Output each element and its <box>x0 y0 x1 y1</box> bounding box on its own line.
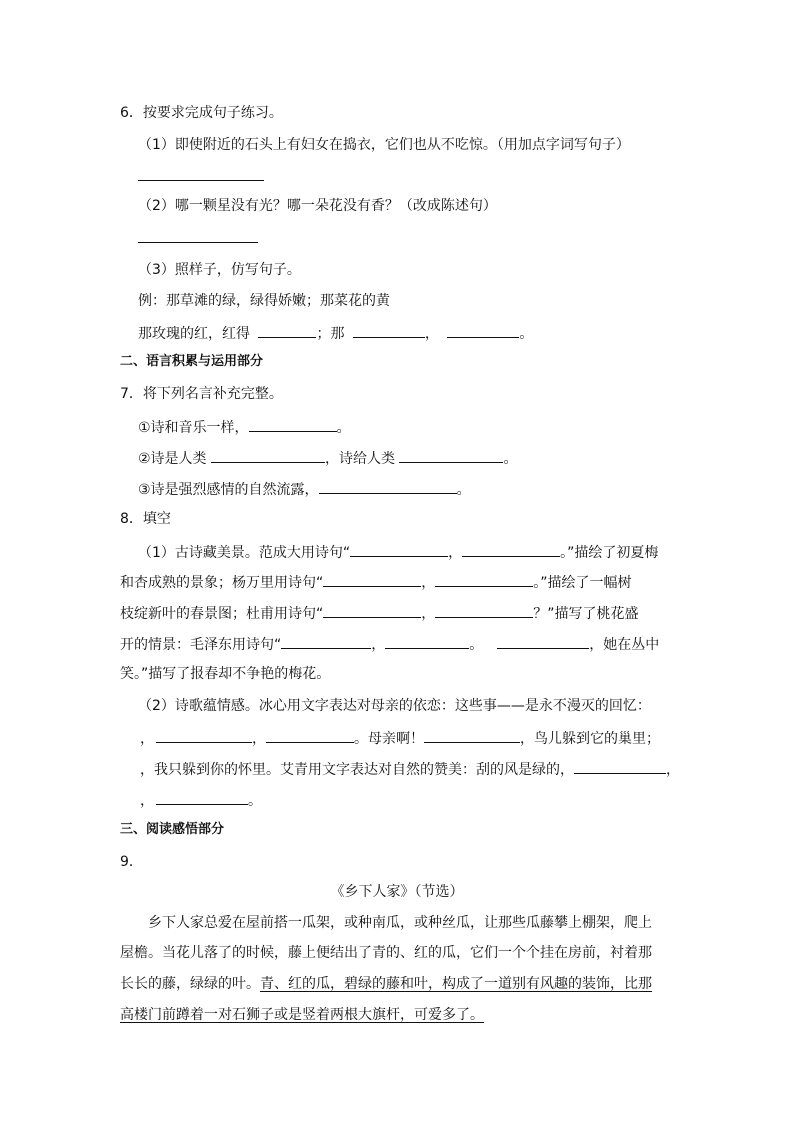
q8-l2-text-b: ， <box>421 575 436 591</box>
q7-item3 <box>138 478 471 500</box>
q8-l9-text-a: ， <box>140 793 154 809</box>
q9-passage-line3 <box>120 974 652 994</box>
q7-item3-end: 。 <box>456 482 471 498</box>
q8-blank-14[interactable] <box>156 789 248 805</box>
q9-underlined-sentence-part2: 高楼门前蹲着一对石狮子或是竖着两根大旗杆，可爱多了。 <box>120 1007 484 1023</box>
q9-number: 9． <box>120 854 143 870</box>
q8-l3-text-b: ， <box>421 606 436 622</box>
q8-l4-text-a: 开的情景：毛泽东用诗句“ <box>120 637 282 653</box>
q6-task <box>138 322 533 344</box>
q6-answer2-line[interactable] <box>138 242 258 243</box>
q6-task-text-b: ；那 <box>316 326 345 342</box>
q8-l4-text-b: ， <box>371 637 386 653</box>
q8-blank-8[interactable] <box>385 633 469 649</box>
q8-line5: 笑。”描写了报春却不争艳的梅花。 <box>120 666 331 682</box>
q8-blank-5[interactable] <box>323 602 421 618</box>
q8-blank-13[interactable] <box>574 758 666 774</box>
q8-title: 8．填空 <box>120 511 171 527</box>
q8-blank-4[interactable] <box>435 571 533 587</box>
q8-l1-text-b: ， <box>448 545 463 561</box>
q8-l1-text-c: 。”描绘了初夏梅 <box>560 545 659 561</box>
q8-line8 <box>140 758 680 780</box>
q8-line2 <box>120 571 632 593</box>
q8-blank-1[interactable] <box>350 541 448 557</box>
q8-line3 <box>120 602 639 624</box>
q7-blank-1[interactable] <box>249 416 337 432</box>
q7-blank-3[interactable] <box>399 447 503 463</box>
q8-l9-text-b: 。 <box>248 793 262 809</box>
q8-blank-6[interactable] <box>435 602 533 618</box>
q6-task-text-d: 。 <box>519 326 534 342</box>
q7-item2-text-a: ②诗是人类 <box>138 451 207 467</box>
q6-task-text-c: ， <box>424 326 439 342</box>
q6-item1: （1）即使附近的石头上有妇女在捣衣，它们也从不吃惊。（用加点字词写句子） <box>138 137 630 153</box>
q8-blank-12[interactable] <box>424 727 520 743</box>
q6-blank-3[interactable] <box>447 322 519 338</box>
q8-l2-text-a: 和杏成熟的景象；杨万里用诗句“ <box>120 575 324 591</box>
q8-line4 <box>120 633 659 655</box>
q9-underlined-sentence-part1: 青、红的瓜，碧绿的藤和叶，构成了一道别有风趣的装饰，比那 <box>260 976 652 992</box>
q7-item3-text: ③诗是强烈感情的自然流露， <box>138 482 319 498</box>
q8-blank-7[interactable] <box>281 633 371 649</box>
section-3-heading: 三、阅读感悟部分 <box>120 822 225 837</box>
q6-item2: （2）哪一颗星没有光？哪一朵花没有香？（改成陈述句） <box>138 198 497 214</box>
q7-blank-2[interactable] <box>211 447 325 463</box>
q8-blank-10[interactable] <box>156 727 252 743</box>
q6-item3: （3）照样子，仿写句子。 <box>138 262 301 278</box>
q8-l8-text-b: ， <box>666 762 680 778</box>
q8-l7-text-c: 。母亲啊！ <box>354 731 424 747</box>
q8-l1-text-a: （1）古诗藏美景。范成大用诗句“ <box>138 545 351 561</box>
q6-task-text-a: 那玫瑰的红，红得 <box>138 326 250 342</box>
q6-title: 6．按要求完成句子练习。 <box>120 105 283 121</box>
q8-l3-text-c: ？”描写了桃花盛 <box>533 606 639 622</box>
q8-l7-text-d: ，鸟儿躲到它的巢里； <box>520 731 660 747</box>
q7-title: 7．将下列名言补充完整。 <box>120 386 283 402</box>
q9-passage-line3-plain: 长长的藤，绿绿的叶。 <box>120 976 260 992</box>
q8-line6: （2）诗歌蕴情感。冰心用文字表达对母亲的依恋：这些事——是永不漫灭的回忆： <box>138 698 651 714</box>
q9-passage-title: 《乡下人家》（节选） <box>330 884 464 900</box>
q8-line7 <box>140 727 660 749</box>
q8-l7-text-b: ， <box>252 731 266 747</box>
q8-line1 <box>138 541 658 563</box>
q8-l8-text-a: ，我只躲到你的怀里。艾青用文字表达对自然的赞美：刮的风是绿的， <box>140 762 574 778</box>
q8-blank-2[interactable] <box>462 541 560 557</box>
q6-blank-1[interactable] <box>258 322 316 338</box>
q6-blank-2[interactable] <box>353 322 425 338</box>
q7-blank-4[interactable] <box>319 478 457 494</box>
q8-blank-3[interactable] <box>323 571 421 587</box>
q7-item2-end: 。 <box>503 451 518 467</box>
q7-item1-end: 。 <box>336 420 351 436</box>
q8-l7-text-a: ， <box>140 731 154 747</box>
q7-item1-text: ①诗和音乐一样， <box>138 420 249 436</box>
q9-passage-line1: 乡下人家总爱在屋前搭一瓜架，或种南瓜，或种丝瓜，让那些瓜藤攀上棚架，爬上 <box>148 915 652 931</box>
q8-l4-text-d: ，她在丛中 <box>589 637 660 653</box>
q7-item2 <box>138 447 517 469</box>
q8-l4-text-c: 。 <box>469 637 484 653</box>
q8-l3-text-a: 枝绽新叶的春景图；杜甫用诗句“ <box>120 606 324 622</box>
q8-blank-11[interactable] <box>266 727 354 743</box>
q8-l2-text-c: 。”描绘了一幅树 <box>533 575 632 591</box>
q6-example: 例：那草滩的绿，绿得娇嫩；那菜花的黄 <box>138 293 390 309</box>
q6-answer1-line[interactable] <box>138 180 264 181</box>
q8-blank-9[interactable] <box>497 633 589 649</box>
section-2-heading: 二、语言积累与运用部分 <box>120 354 264 369</box>
q7-item2-text-b: ，诗给人类 <box>325 451 396 467</box>
q8-line9 <box>140 789 262 811</box>
q9-passage-line2: 屋檐。当花儿落了的时候，藤上便结出了青的、红的瓜，它们一个个挂在房前，衬着那 <box>120 945 652 961</box>
q7-item1 <box>138 416 351 438</box>
